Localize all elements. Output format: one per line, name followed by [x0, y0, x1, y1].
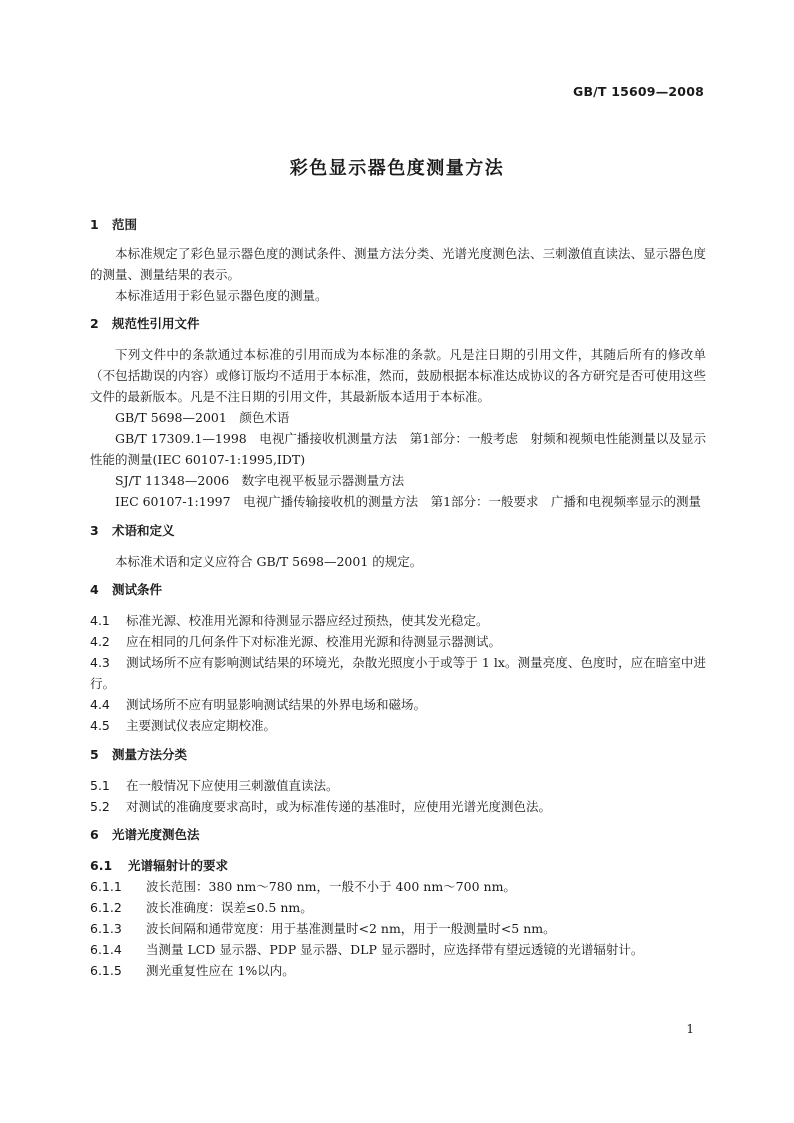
- clause-text: 主要测试仪表应定期校准。: [126, 718, 277, 733]
- clause-text: 波长间隔和通带宽度：用于基准测量时<2 nm，用于一般测量时<5 nm。: [146, 921, 556, 936]
- document-title: 彩色显示器色度测量方法: [289, 158, 505, 179]
- subsection-title: 光谱辐射计的要求: [128, 858, 229, 873]
- clause-text: 波长范围：380 nm～780 nm，一般不小于 400 nm～700 nm。: [146, 879, 516, 894]
- document-body: [90, 214, 706, 981]
- clause: [90, 694, 706, 715]
- clause: [90, 715, 706, 736]
- paragraph: 本标准规定了彩色显示器色度的测试条件、测量方法分类、光谱光度测色法、三刺激值直读法、显示器色度的测量、测量结果的表示。: [90, 245, 706, 282]
- reference-item: GB/T 5698—2001 颜色术语: [115, 410, 290, 425]
- clause: [90, 652, 706, 694]
- clause-text: 对测试的准确度要求高时，或为标准传递的基准时，应使用光谱光度测色法。: [126, 798, 552, 814]
- section-title: 范围: [112, 217, 138, 232]
- clause-number: 5.2: [90, 798, 110, 814]
- section-title: 光谱光度测色法: [112, 827, 200, 842]
- clause-number: 6.1.1: [90, 879, 122, 894]
- reference-item: IEC 60107-1:1997 电视广播传输接收机的测量方法 第1部分：一般要求 广播和电视频率显示的测量: [115, 494, 702, 509]
- section-number: 4: [90, 582, 99, 597]
- clause-text: 测试场所不应有影响测试结果的环境光，杂散光照度小于或等于 1 lx。测量亮度、色度时，应在暗室中进行。: [90, 655, 706, 691]
- section-6-heading: [90, 824, 706, 845]
- section-title: 测试条件: [112, 582, 163, 597]
- section-number: 5: [90, 746, 99, 762]
- page-number: 1: [686, 1022, 694, 1036]
- clause-text: 应在相同的几何条件下对标准光源、校准用光源和待测显示器测试。: [126, 634, 502, 649]
- section-number: 6: [90, 827, 99, 842]
- clause-number: 4.2: [90, 634, 110, 649]
- clause-number: 6.1.5: [90, 963, 122, 978]
- clause: [90, 796, 706, 817]
- paragraph: 本标准术语和定义应符合 GB/T 5698—2001 的规定。: [115, 553, 423, 569]
- section-1-heading: [90, 214, 706, 235]
- clause: [90, 631, 706, 652]
- clause: [90, 876, 706, 897]
- section-number: 1: [90, 217, 99, 232]
- paragraph: 本标准适用于彩色显示器色度的测量。: [115, 287, 328, 303]
- section-title: 测量方法分类: [112, 746, 188, 762]
- paragraph: 下列文件中的条款通过本标准的引用而成为本标准的条款。凡是注日期的引用文件，其随后所有的修改单（不包括勘误的内容）或修订版均不适用于本标准，然而，鼓励根据本标准达成协议的各方研究是否可使用这些文件的最新版本。凡是不注日期的引用文件，其最新版本适用于本标准。: [90, 347, 706, 404]
- subsection-number: 6.1: [90, 858, 113, 873]
- standard-number: GB/T 15609—2008: [572, 84, 704, 99]
- clause-number: 4.4: [90, 697, 110, 712]
- clause-text: 测试场所不应有明显影响测试结果的外界电场和磁场。: [126, 697, 427, 712]
- clause-number: 4.1: [90, 613, 110, 628]
- section-number: 2: [90, 316, 99, 331]
- clause-number: 6.1.2: [90, 900, 122, 915]
- section-number: 3: [90, 522, 99, 538]
- section-5-heading: [90, 744, 706, 765]
- section-4-heading: [90, 579, 706, 600]
- clause-number: 5.1: [90, 777, 110, 793]
- clause-text: 当测量 LCD 显示器、PDP 显示器、DLP 显示器时，应选择带有望远透镜的光谱辐射计。: [146, 942, 644, 957]
- clause-number: 6.1.4: [90, 942, 122, 957]
- subsection-6-1-heading: [90, 855, 706, 876]
- clause-text: 在一般情况下应使用三刺激值直读法。: [126, 777, 339, 793]
- clause-number: 4.3: [90, 655, 110, 670]
- clause-number: 4.5: [90, 718, 110, 733]
- reference-item: GB/T 17309.1—1998 电视广播接收机测量方法 第1部分：一般考虑 射频和视频电性能测量以及显示性能的测量(IEC 60107-1:1995,IDT): [90, 431, 706, 467]
- reference-item: SJ/T 11348—2006 数字电视平板显示器测量方法: [115, 473, 405, 488]
- clause: [90, 918, 706, 939]
- clause: [90, 960, 706, 981]
- section-2-heading: [90, 313, 706, 334]
- clause: [90, 939, 706, 960]
- clause-text: 标准光源、校准用光源和待测显示器应经过预热，使其发光稳定。: [126, 613, 489, 628]
- clause-number: 6.1.3: [90, 921, 122, 936]
- clause: [90, 897, 706, 918]
- clause-text: 测光重复性应在 1%以内。: [146, 963, 295, 978]
- clause-text: 波长准确度：误差≤0.5 nm。: [146, 900, 313, 915]
- section-3-heading: [90, 520, 706, 541]
- clause: [90, 775, 706, 796]
- clause: [90, 610, 706, 631]
- section-title: 术语和定义: [112, 522, 175, 538]
- section-title: 规范性引用文件: [112, 316, 200, 331]
